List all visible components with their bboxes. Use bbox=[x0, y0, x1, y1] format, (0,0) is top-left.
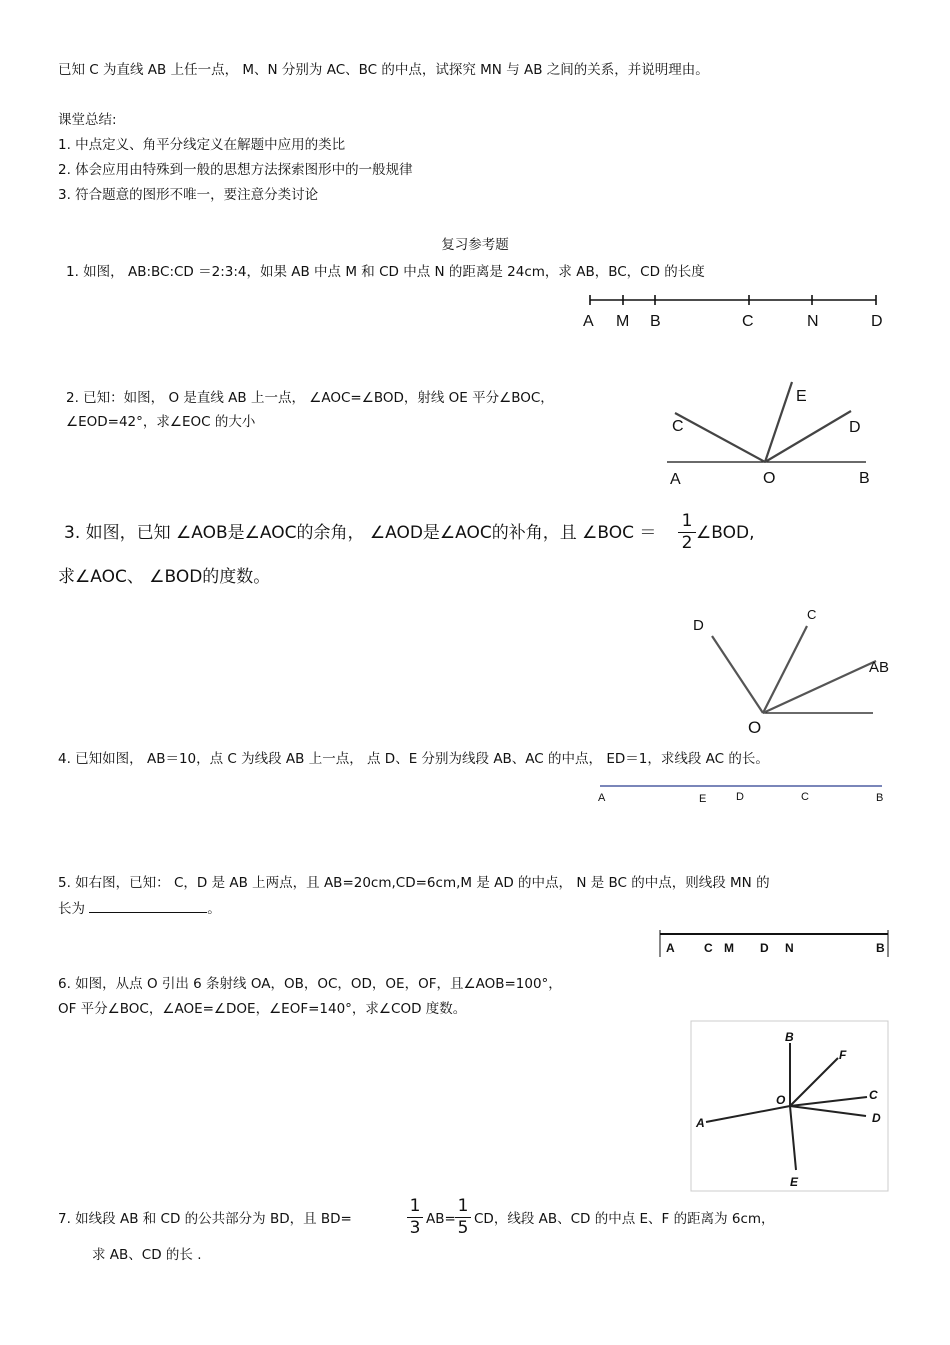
q4-label-c: C bbox=[801, 791, 809, 803]
q3-ray-ob bbox=[763, 661, 876, 713]
q7-frac2-den: 5 bbox=[457, 1218, 469, 1238]
q2-label-b: B bbox=[859, 470, 870, 487]
q4-label-d: D bbox=[736, 791, 744, 803]
q1-label-d: D bbox=[871, 313, 883, 330]
q6-label-b: B bbox=[785, 1030, 794, 1044]
q4-text: 4. 已知如图， AB＝10，点 C 为线段 AB 上一点， 点 D、E 分别为线段 AB、AC 的中点， ED＝1，求线段 AC 的长。 bbox=[58, 751, 769, 767]
q7-text-c: CD，线段 AB、CD 的中点 E、F 的距离为 6cm， bbox=[474, 1211, 775, 1227]
q1-label-n: N bbox=[807, 313, 819, 330]
q2-figure bbox=[667, 382, 866, 462]
q5-label-a: A bbox=[666, 941, 675, 955]
q4-label-a: A bbox=[598, 792, 606, 804]
q3-ray-od bbox=[712, 636, 763, 713]
q2-line2: ∠EOD=42°，求∠EOC 的大小 bbox=[66, 414, 256, 430]
q3-text-a: 3. 如图，已知 ∠AOB是∠AOC的余角， ∠AOD是∠AOC的补角，且 ∠BOC ＝ bbox=[64, 523, 657, 543]
summary-item: 2. 体会应用由特殊到一般的思想方法探索图形中的一般规律 bbox=[58, 162, 413, 178]
q1-figure bbox=[590, 295, 876, 305]
q3-text-b: ∠BOD, bbox=[696, 523, 755, 543]
q1-label-m: M bbox=[616, 313, 630, 330]
q2-label-a: A bbox=[670, 471, 681, 488]
q2-label-c: C bbox=[672, 418, 684, 435]
q6-line2: OF 平分∠BOC，∠AOE=∠DOE，∠EOF=140°，求∠COD 度数。 bbox=[58, 1001, 467, 1017]
q2-label-d: D bbox=[849, 419, 861, 436]
q6-label-f: F bbox=[839, 1048, 847, 1062]
q5-label-m: M bbox=[724, 941, 734, 955]
q5-line2-prefix: 长为 bbox=[58, 901, 85, 917]
q3-label-o: O bbox=[748, 718, 762, 737]
q1-label-a: A bbox=[583, 313, 594, 330]
q7-frac1-den: 3 bbox=[409, 1218, 421, 1238]
q5-label-d: D bbox=[760, 941, 769, 955]
summary-title: 课堂总结: bbox=[58, 112, 117, 128]
q6-label-d: D bbox=[872, 1111, 881, 1125]
q2-label-o: O bbox=[763, 470, 776, 487]
q1-text: 1. 如图， AB:BC:CD ＝2:3:4，如果 AB 中点 M 和 CD 中点 N 的距离是 24cm，求 AB，BC，CD 的长度 bbox=[66, 264, 705, 280]
q6-figure bbox=[691, 1021, 888, 1191]
q6-ray-of bbox=[790, 1058, 838, 1106]
q2-ray-oc bbox=[675, 413, 765, 462]
q1-label-b: B bbox=[650, 313, 661, 330]
q7-text-b: AB= bbox=[426, 1211, 456, 1227]
q4-label-b: B bbox=[876, 792, 884, 804]
q1-label-c: C bbox=[742, 313, 754, 330]
q5-line2-suffix: 。 bbox=[207, 901, 221, 917]
intro-problem: 已知 C 为直线 AB 上任一点， M、N 分别为 AC、BC 的中点，试探究 MN 与 AB 之间的关系，并说明理由。 bbox=[58, 62, 709, 78]
q3-frac-den: 2 bbox=[681, 533, 693, 553]
q2-ray-oe bbox=[765, 382, 792, 462]
q5-label-c: C bbox=[704, 941, 713, 955]
q6-label-e: E bbox=[790, 1175, 799, 1189]
q3-line2: 求∠AOC、 ∠BOD的度数。 bbox=[58, 567, 271, 587]
q6-label-a: A bbox=[696, 1116, 705, 1130]
q2-line1: 2. 已知：如图， O 是直线 AB 上一点， ∠AOC=∠BOD，射线 OE 平分∠BOC， bbox=[66, 390, 554, 406]
q7-text-a: 7. 如线段 AB 和 CD 的公共部分为 BD，且 BD= bbox=[58, 1211, 352, 1227]
q2-label-e: E bbox=[796, 388, 807, 405]
q7-frac2-num: 1 bbox=[457, 1196, 469, 1216]
q3-label-d: D bbox=[693, 617, 704, 634]
q6-line1: 6. 如图，从点 O 引出 6 条射线 OA，OB，OC，OD，OE，OF，且∠AOB=100°， bbox=[58, 976, 562, 992]
q3-label-c: C bbox=[807, 607, 817, 622]
q6-ray-oe bbox=[790, 1106, 796, 1170]
q7-line2: 求 AB、CD 的长 . bbox=[92, 1247, 202, 1263]
q5-figure bbox=[660, 930, 888, 957]
summary-item: 3. 符合题意的图形不唯一，要注意分类讨论 bbox=[58, 187, 319, 203]
q3-figure bbox=[712, 626, 876, 713]
q6-label-o: O bbox=[776, 1093, 786, 1107]
q5-label-b: B bbox=[876, 941, 885, 955]
q3-label-ab: AB bbox=[869, 659, 890, 676]
q3-frac-num: 1 bbox=[681, 511, 693, 531]
q3-ray-oc bbox=[763, 626, 807, 713]
q6-label-c: C bbox=[869, 1088, 878, 1102]
summary-item: 1. 中点定义、角平分线定义在解题中应用的类比 bbox=[58, 137, 346, 153]
q5-label-n: N bbox=[785, 941, 794, 955]
q4-label-e: E bbox=[699, 793, 707, 805]
q6-ray-oa bbox=[706, 1106, 790, 1122]
q7-frac1-num: 1 bbox=[409, 1196, 421, 1216]
q6-ray-oc bbox=[790, 1097, 867, 1106]
q6-ray-od bbox=[790, 1106, 866, 1116]
section-title: 复习参考题 bbox=[441, 237, 509, 253]
q5-line1: 5. 如右图，已知： C，D 是 AB 上两点，且 AB=20cm,CD=6cm,M 是 AD 的中点， N 是 BC 的中点，则线段 MN 的 bbox=[58, 875, 770, 891]
q2-ray-od bbox=[765, 411, 851, 462]
